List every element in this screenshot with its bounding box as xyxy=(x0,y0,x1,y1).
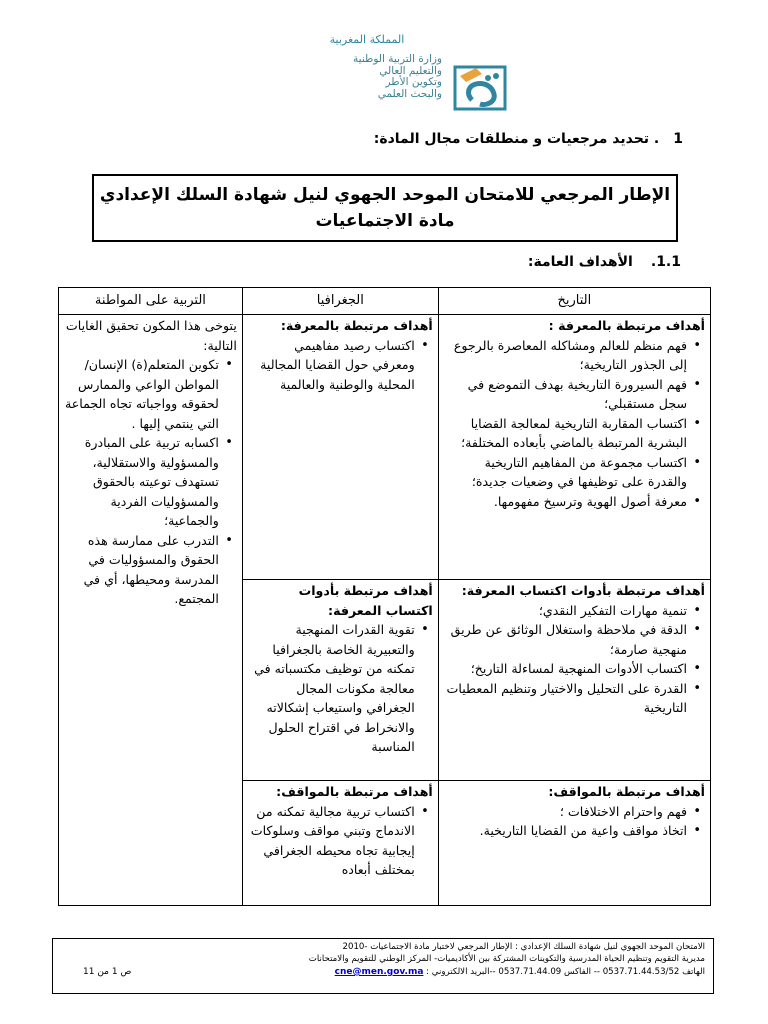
citizenship-cell xyxy=(59,315,243,906)
footer-email-link[interactable]: cne@men.gov.ma xyxy=(334,966,424,977)
list-item: • معرفة أصول الهوية وترسيخ مفهومها. xyxy=(444,492,705,512)
title-box xyxy=(92,174,678,242)
history-attitudes-cell xyxy=(438,781,710,906)
cell-heading: أهداف مرتبطة بأدوات اكتساب المعرفة: xyxy=(461,583,705,599)
subsection-title: الأهداف العامة: xyxy=(527,254,633,270)
bullet-list xyxy=(248,336,433,395)
logo-kingdom-text: المملكة المغربية xyxy=(329,33,405,46)
footer-line: مديرية التقويم وتنظيم الحياة المدرسية والتكوينات المشتركة بين الأكاديميات- المركز الوطني للتقويم والامتحانات xyxy=(308,954,705,965)
logo-ministry-line: وتكوين الأطر xyxy=(385,76,442,89)
objectives-table xyxy=(58,287,711,906)
footer-line: الامتحان الموحد الجهوي لنيل شهادة السلك الإعدادي : الإطار المرجعي لاختبار مادة الاجتماعيات -2010 xyxy=(342,942,705,952)
logo-ministry-line: وزارة التربية الوطنية xyxy=(353,53,442,66)
list-item: • الدقة في ملاحظة واستغلال الوثائق عن طريق منهجية صارمة؛ xyxy=(444,620,705,659)
table-header-row xyxy=(59,288,711,315)
document-title: الإطار المرجعي للامتحان الموحد الجهوي لنيل شهادة السلك الإعدادي xyxy=(99,185,671,205)
subject-title: مادة الاجتماعيات xyxy=(315,211,455,231)
citizenship-intro: يتوخى هذا المكون تحقيق الغايات التالية: xyxy=(65,318,237,353)
list-item: • اكتساب مجموعة من المفاهيم التاريخية والقدرة على توظيفها في وضعيات جديدة؛ xyxy=(444,453,705,492)
bullet-list xyxy=(248,620,433,757)
bullet-list xyxy=(248,802,433,880)
list-item: • اكتساب رصيد مفاهيمي ومعرفي حول القضايا المجالية المحلية والوطنية والعالمية xyxy=(248,336,433,395)
ministry-logo-emblem xyxy=(452,64,508,112)
cell-heading: أهداف مرتبطة بأدوات اكتساب المعرفة: xyxy=(298,583,433,618)
history-knowledge-cell xyxy=(438,315,710,580)
list-item: • تقوية القدرات المنهجية والتعبيرية الخاصة بالجغرافيا تمكنه من توظيف مكتسباته في معالجة مكونات المجال الجغرافي واستيعاب إشكالاته والانخراط في اقتراح الحلول المناسبة xyxy=(248,620,433,757)
list-item: • التدرب على ممارسة هذه الحقوق والمسؤوليات في المدرسة ومحيطها، أي في المجتمع. xyxy=(64,531,237,609)
logo-ministry-line: والبحث العلمي xyxy=(377,87,442,100)
footer-contact-line xyxy=(61,966,705,979)
ministry-logo-text xyxy=(262,34,442,100)
geography-attitudes-cell xyxy=(242,781,438,906)
list-item: • اكسابه تربية على المبادرة والمسؤولية والاستقلالية، تستهدف توعيته بالحقوق والمسؤوليات الفردية والجماعية؛ xyxy=(64,433,237,531)
list-item: • القدرة على التحليل والاختيار وتنظيم المعطيات التاريخية xyxy=(444,679,705,718)
list-item: • تنمية مهارات التفكير النقدي؛ xyxy=(444,601,705,621)
header-geography: الجغرافيا xyxy=(242,288,438,315)
section-title: . تحديد مرجعيات و منطلقات مجال المادة: xyxy=(373,131,660,147)
page-footer xyxy=(52,938,714,994)
logo-ministry-line: والتعليم العالي xyxy=(379,64,442,77)
geography-knowledge-cell xyxy=(242,315,438,580)
list-item: • فهم واحترام الاختلافات ؛ xyxy=(444,802,705,822)
list-item: • اتخاذ مواقف واعية من القضايا التاريخية. xyxy=(444,821,705,841)
geography-tools-cell xyxy=(242,580,438,781)
footer-contact: الهاتف 0537.71.44.53/52 -- الفاكس 0537.71.44.09 --البريد الالكتروني : xyxy=(426,966,705,977)
subsection-number: 1.1. xyxy=(650,254,681,270)
history-tools-cell xyxy=(438,580,710,781)
header-citizenship: التربية على المواطنة xyxy=(59,288,243,315)
list-item: • فهم منظم للعالم ومشاكله المعاصرة بالرجوع إلى الجذور التاريخية؛ xyxy=(444,336,705,375)
bullet-list xyxy=(444,601,705,718)
list-item: • اكتساب تربية مجالية تمكنه من الاندماج وتبني مواقف وسلوكات إيجابية تجاه محيطه الجغرافي بمختلف أبعاده xyxy=(248,802,433,880)
table-row xyxy=(59,315,711,580)
subsection-heading xyxy=(528,254,681,270)
list-item: • فهم السيرورة التاريخية بهدف التموضع في سجل مستقبلي؛ xyxy=(444,375,705,414)
section-number: 1 xyxy=(673,131,683,147)
bullet-list xyxy=(444,802,705,841)
cell-heading: أهداف مرتبطة بالمواقف: xyxy=(548,784,705,800)
page-number: ص 1 من 11 xyxy=(83,966,132,977)
cell-heading: أهداف مرتبطة بالمعرفة: xyxy=(280,318,433,334)
list-item: • اكتساب الأدوات المنهجية لمساءلة التاريخ؛ xyxy=(444,659,705,679)
cell-heading: أهداف مرتبطة بالمواقف: xyxy=(276,784,433,800)
cell-heading: أهداف مرتبطة بالمعرفة : xyxy=(548,318,705,334)
list-item: • اكتساب المقاربة التاريخية لمعالجة القضايا البشرية المرتبطة بالماضي بأبعاده المختلفة؛ xyxy=(444,414,705,453)
section-heading xyxy=(374,131,683,147)
bullet-list xyxy=(64,355,237,609)
list-item: • تكوين المتعلم(ة) الإنسان/ المواطن الواعي والممارس لحقوقه وواجباته تجاه الجماعة التي ينتمي إليها . xyxy=(64,355,237,433)
bullet-list xyxy=(444,336,705,512)
header-history: التاريخ xyxy=(438,288,710,315)
